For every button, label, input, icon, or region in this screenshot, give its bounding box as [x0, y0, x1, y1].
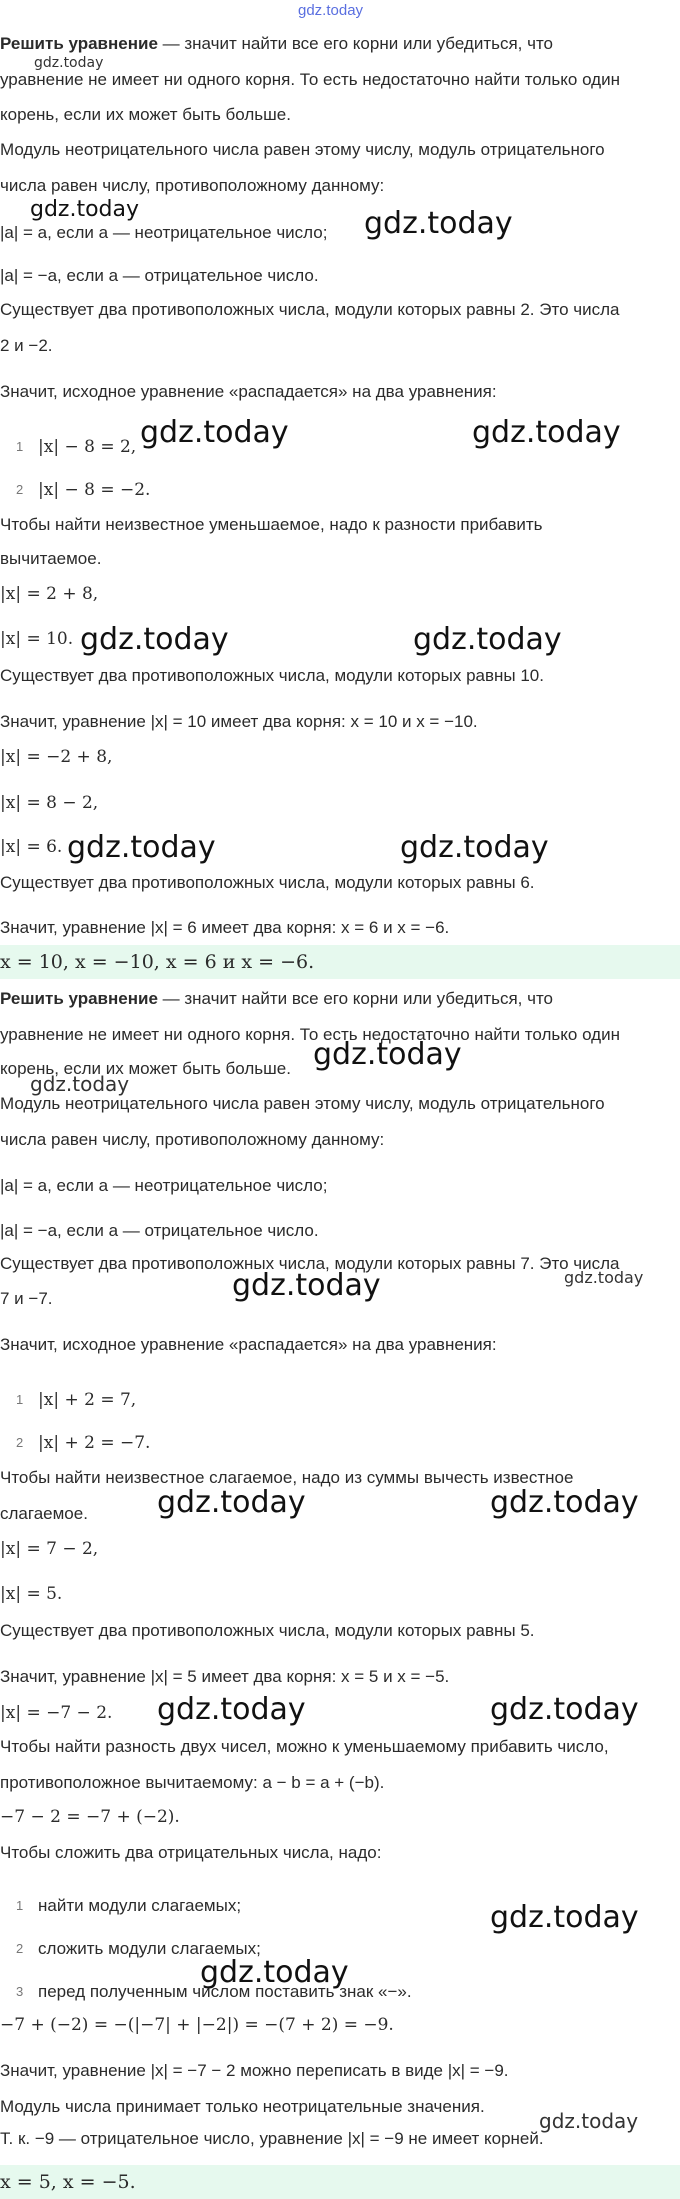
- step-conclusion: Значит, уравнение |x| = 10 имеет два корня: x = 10 и x = −10.: [0, 712, 478, 731]
- definition-line-3: корень, если их может быть больше.: [0, 105, 291, 124]
- step: |x| = 6.: [0, 837, 63, 857]
- opposite-numbers-line-1: Существует два противоположных числа, модули которых равны 7. Это числа: [0, 1254, 620, 1273]
- step-note: Существует два противоположных числа, модули которых равны 6.: [0, 873, 535, 892]
- rule-nonnegative: |a| = a, если a — неотрицательное число;: [0, 1176, 328, 1195]
- watermark: gdz.today: [364, 206, 513, 241]
- definition-term: Решить уравнение: [0, 989, 158, 1008]
- split-statement: Значит, исходное уравнение «распадается» на два уравнения:: [0, 382, 497, 401]
- answer-box: [0, 945, 680, 979]
- equation-2: |x| + 2 = −7.: [38, 1433, 151, 1453]
- watermark: gdz.today: [400, 830, 549, 865]
- negative-sum-intro: Чтобы сложить два отрицательных числа, надо:: [0, 1843, 382, 1862]
- watermark: gdz.today: [157, 1692, 306, 1727]
- opposite-numbers-line-2: 7 и −7.: [0, 1289, 53, 1308]
- opposite-numbers-line-2: 2 и −2.: [0, 336, 53, 355]
- step: |x| = −7 − 2.: [0, 1703, 113, 1723]
- step: |x| = −2 + 8,: [0, 747, 113, 767]
- equation-2: |x| − 8 = −2.: [38, 480, 151, 500]
- watermark: gdz.today: [140, 415, 289, 450]
- watermark: gdz.today: [413, 622, 562, 657]
- difference-rule-line-2: противоположное вычитаемому: a − b = a + (−b).: [0, 1773, 385, 1792]
- step: |x| = 2 + 8,: [0, 584, 99, 604]
- watermark: gdz.today: [472, 415, 621, 450]
- list-number: 1: [16, 1898, 24, 1913]
- difference-rule-line-1: Чтобы найти разность двух чисел, можно к уменьшаемому прибавить число,: [0, 1737, 609, 1756]
- watermark: gdz.today: [200, 1955, 349, 1990]
- definition-line-2: уравнение не имеет ни одного корня. То есть недостаточно найти только один: [0, 1025, 620, 1044]
- step: |x| = 10.: [0, 629, 74, 649]
- rule-step-2: сложить модули слагаемых;: [38, 1939, 261, 1958]
- opposite-numbers-line-1: Существует два противоположных числа, модули которых равны 2. Это числа: [0, 300, 620, 319]
- list-number: 2: [16, 1941, 24, 1956]
- definition-line-1: Решить уравнение — значит найти все его корни или убедиться, что: [0, 34, 554, 53]
- rule-step-1: найти модули слагаемых;: [38, 1896, 242, 1915]
- watermark: gdz.today: [490, 1900, 639, 1935]
- addend-rule-line-2: слагаемое.: [0, 1504, 88, 1523]
- rule-negative: |a| = −a, если a — отрицательное число.: [0, 266, 319, 285]
- answer-text: x = 10, x = −10, x = 6 и x = −6.: [0, 951, 315, 973]
- list-number: 1: [16, 1392, 24, 1407]
- watermark: gdz.today: [157, 1485, 306, 1520]
- watermark: gdz.today: [490, 1692, 639, 1727]
- split-statement: Значит, исходное уравнение «распадается» на два уравнения:: [0, 1335, 497, 1354]
- answer-box: [0, 2165, 680, 2199]
- step: |x| = 7 − 2,: [0, 1539, 99, 1559]
- watermark: gdz.today: [564, 1268, 644, 1287]
- watermark: gdz.today: [30, 197, 140, 222]
- answer-text: x = 5, x = −5.: [0, 2171, 136, 2193]
- definition-term: Решить уравнение: [0, 34, 158, 53]
- rule-step-3: перед полученным числом поставить знак «−».: [38, 1982, 412, 2001]
- watermark: gdz.today: [67, 830, 216, 865]
- step-note: Существует два противоположных числа, модули которых равны 5.: [0, 1621, 535, 1640]
- minuend-rule-line-1: Чтобы найти неизвестное уменьшаемое, надо к разности прибавить: [0, 515, 543, 534]
- step: |x| = 5.: [0, 1584, 63, 1604]
- modulus-rule-line-2: числа равен числу, противоположному данному:: [0, 176, 385, 195]
- modulus-rule-line-2: числа равен числу, противоположному данному:: [0, 1130, 385, 1149]
- list-number: 2: [16, 1435, 24, 1450]
- definition-line-3: корень, если их может быть больше.: [0, 1059, 291, 1078]
- modulus-rule-line-1: Модуль неотрицательного числа равен этому числу, модуль отрицательного: [0, 1094, 605, 1113]
- site-logo[interactable]: gdz.today: [298, 2, 364, 19]
- step-note: Существует два противоположных числа, модули которых равны 10.: [0, 666, 544, 685]
- watermark: gdz.today: [232, 1268, 381, 1303]
- rule-negative: |a| = −a, если a — отрицательное число.: [0, 1221, 319, 1240]
- step: −7 + (−2) = −(|−7| + |−2|) = −(7 + 2) = −9.: [0, 2015, 394, 2035]
- modulus-rule-line-1: Модуль неотрицательного числа равен этому числу, модуль отрицательного: [0, 140, 605, 159]
- step-conclusion: Т. к. −9 — отрицательное число, уравнение |x| = −9 не имеет корней.: [0, 2129, 544, 2148]
- definition-line-2: уравнение не имеет ни одного корня. То есть недостаточно найти только один: [0, 70, 620, 89]
- list-number: 3: [16, 1984, 24, 1999]
- step: |x| = 8 − 2,: [0, 793, 99, 813]
- watermark: gdz.today: [490, 1485, 639, 1520]
- watermark: gdz.today: [30, 1072, 130, 1096]
- addend-rule-line-1: Чтобы найти неизвестное слагаемое, надо из суммы вычесть известное: [0, 1468, 574, 1487]
- step-conclusion: Значит, уравнение |x| = −7 − 2 можно переписать в виде |x| = −9.: [0, 2061, 509, 2080]
- watermark: gdz.today: [34, 55, 104, 71]
- minuend-rule-line-2: вычитаемое.: [0, 549, 102, 568]
- equation-1: |x| + 2 = 7,: [38, 1390, 137, 1410]
- watermark: gdz.today: [313, 1037, 462, 1072]
- equation-1: |x| − 8 = 2,: [38, 437, 137, 457]
- step: −7 − 2 = −7 + (−2).: [0, 1807, 180, 1827]
- rule-nonnegative: |a| = a, если a — неотрицательное число;: [0, 223, 328, 242]
- step-conclusion: Значит, уравнение |x| = 6 имеет два корня: x = 6 и x = −6.: [0, 918, 450, 937]
- definition-line-1: Решить уравнение — значит найти все его корни или убедиться, что: [0, 989, 554, 1008]
- watermark: gdz.today: [539, 2109, 639, 2133]
- step-note: Модуль числа принимает только неотрицательные значения.: [0, 2097, 485, 2116]
- watermark: gdz.today: [80, 622, 229, 657]
- list-number: 2: [16, 482, 24, 497]
- list-number: 1: [16, 439, 24, 454]
- step-conclusion: Значит, уравнение |x| = 5 имеет два корня: x = 5 и x = −5.: [0, 1667, 450, 1686]
